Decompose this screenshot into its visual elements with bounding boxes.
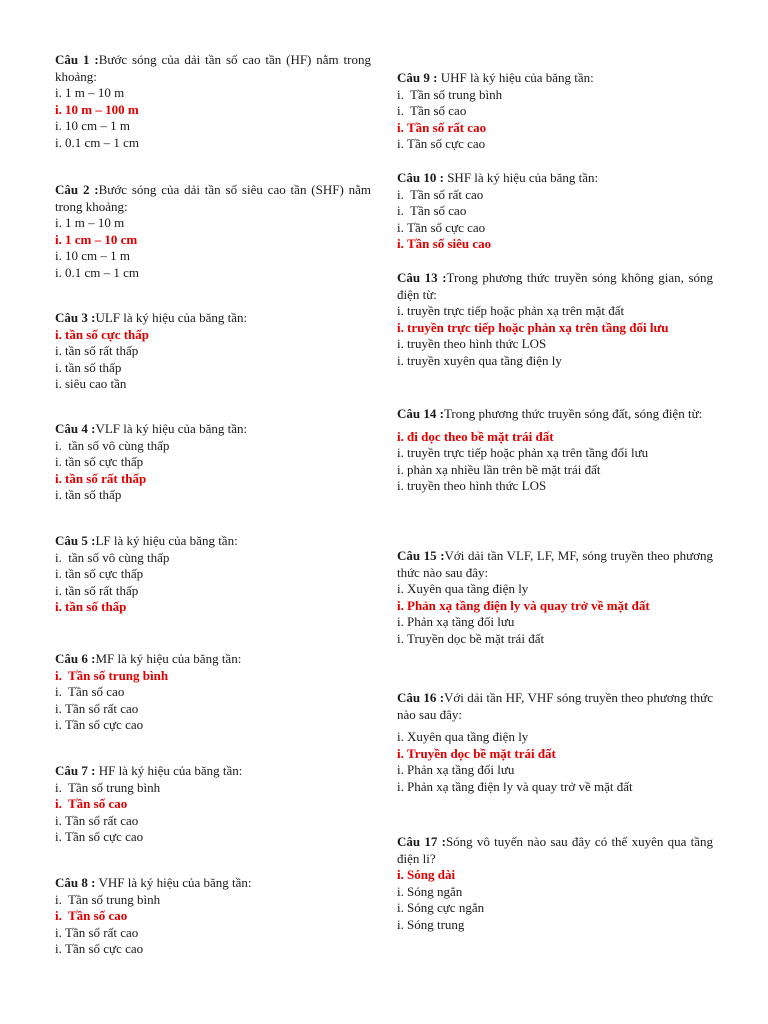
question-block bbox=[397, 70, 713, 153]
option-text: Tần số cao bbox=[65, 684, 125, 700]
option-marker: i. bbox=[397, 203, 404, 219]
answer-option-correct bbox=[397, 120, 713, 137]
option-text: truyền xuyên qua tầng điện ly bbox=[407, 352, 562, 368]
option-text: 0.1 cm – 1 cm bbox=[65, 264, 140, 280]
option-text: phản xạ nhiều lần trên bề mặt trái đất bbox=[407, 461, 601, 477]
option-text: truyền trực tiếp hoặc phản xạ trên tầng đối lưu bbox=[407, 319, 669, 335]
option-text: tần số rất thấp bbox=[65, 582, 139, 598]
option-text: Tần số cực cao bbox=[407, 136, 486, 152]
answer-option bbox=[397, 87, 713, 104]
answer-option bbox=[397, 303, 713, 320]
answer-option bbox=[397, 353, 713, 370]
option-marker: i. bbox=[397, 778, 404, 794]
question-number: Câu 17 : bbox=[397, 834, 446, 849]
option-text: 10 m – 100 m bbox=[65, 101, 139, 117]
question-number: Câu 2 : bbox=[55, 182, 99, 197]
option-marker: i. bbox=[397, 119, 404, 135]
option-text: đi dọc theo bề mặt trái đất bbox=[407, 428, 554, 444]
question-prompt: ULF là ký hiệu của băng tần: bbox=[95, 310, 248, 325]
question-text bbox=[397, 690, 713, 723]
option-text: truyền theo hình thức LOS bbox=[407, 336, 547, 352]
question-block bbox=[55, 310, 371, 393]
answer-option-correct bbox=[397, 236, 713, 253]
question-text bbox=[397, 270, 713, 303]
answer-option bbox=[397, 779, 713, 796]
option-text: Tần số trung bình bbox=[407, 86, 503, 102]
option-text: tần số cực thấp bbox=[65, 454, 144, 470]
answer-option-correct bbox=[55, 668, 371, 685]
option-marker: i. bbox=[397, 336, 404, 352]
question-block bbox=[397, 170, 713, 253]
option-marker: i. bbox=[397, 86, 404, 102]
option-text: Truyền dọc bề mặt trái đất bbox=[407, 745, 556, 761]
question-prompt: Trong phương thức truyền sóng không gian, sóng điện từ: bbox=[397, 270, 713, 302]
question-text bbox=[55, 763, 371, 780]
option-text: truyền theo hình thức LOS bbox=[407, 478, 547, 494]
answer-option-correct bbox=[397, 320, 713, 337]
option-text: Tần số rất cao bbox=[407, 119, 487, 135]
option-text: Tần số rất cao bbox=[65, 924, 139, 940]
option-marker: i. bbox=[397, 219, 404, 235]
option-marker: i. bbox=[397, 236, 404, 252]
option-marker: i. bbox=[55, 215, 62, 231]
answer-option bbox=[397, 917, 713, 934]
option-text: Tần số rất cao bbox=[65, 812, 139, 828]
answer-option bbox=[55, 583, 371, 600]
question-number: Câu 15 : bbox=[397, 548, 445, 563]
answer-option-correct bbox=[55, 102, 371, 119]
question-text bbox=[55, 651, 371, 668]
option-marker: i. bbox=[397, 186, 404, 202]
option-text: 1 m – 10 m bbox=[65, 215, 125, 231]
answer-option bbox=[397, 478, 713, 495]
option-marker: i. bbox=[55, 376, 62, 392]
question-prompt: MF là ký hiệu của băng tần: bbox=[95, 651, 242, 666]
answer-option-correct bbox=[397, 867, 713, 884]
option-text: Tần số cao bbox=[65, 796, 128, 812]
question-prompt: VLF là ký hiệu của băng tần: bbox=[95, 421, 248, 436]
answer-option-correct bbox=[55, 796, 371, 813]
question-text bbox=[55, 310, 371, 327]
option-text: Tần số trung bình bbox=[65, 891, 161, 907]
option-marker: i. bbox=[397, 745, 404, 761]
question-number: Câu 8 : bbox=[55, 875, 96, 890]
question-text bbox=[397, 70, 713, 87]
answer-option bbox=[55, 941, 371, 958]
option-text: Phản xạ tầng đối lưu bbox=[407, 614, 515, 630]
answer-option bbox=[55, 438, 371, 455]
answer-option bbox=[55, 248, 371, 265]
answer-option-correct bbox=[397, 598, 713, 615]
option-text: tần số rất thấp bbox=[65, 343, 139, 359]
option-marker: i. bbox=[397, 478, 404, 494]
question-block bbox=[55, 182, 371, 282]
option-text: siêu cao tần bbox=[65, 376, 127, 392]
answer-option bbox=[397, 631, 713, 648]
question-number: Câu 16 : bbox=[397, 690, 445, 705]
option-marker: i. bbox=[55, 134, 62, 150]
answer-option-correct bbox=[55, 471, 371, 488]
option-marker: i. bbox=[55, 101, 62, 117]
option-text: Tần số cao bbox=[407, 103, 467, 119]
option-marker: i. bbox=[55, 566, 62, 582]
option-text: Phản xạ tầng điện ly và quay trở về mặt đất bbox=[407, 597, 650, 613]
answer-option bbox=[55, 813, 371, 830]
question-number: Câu 4 : bbox=[55, 421, 96, 436]
answer-option bbox=[397, 445, 713, 462]
question-text bbox=[397, 170, 713, 187]
question-block bbox=[397, 270, 713, 370]
answer-option bbox=[397, 336, 713, 353]
question-number: Câu 5 : bbox=[55, 533, 96, 548]
option-text: Tần số trung bình bbox=[65, 779, 161, 795]
option-marker: i. bbox=[397, 916, 404, 932]
answer-option-correct bbox=[55, 327, 371, 344]
option-marker: i. bbox=[55, 85, 62, 101]
question-block bbox=[397, 834, 713, 934]
option-text: tần số thấp bbox=[65, 599, 127, 615]
option-marker: i. bbox=[397, 729, 404, 745]
question-prompt: VHF là ký hiệu của băng tần: bbox=[95, 875, 252, 890]
answer-option bbox=[55, 717, 371, 734]
option-text: truyền trực tiếp hoặc phản xạ trên tầng đối lưu bbox=[407, 445, 649, 461]
option-marker: i. bbox=[55, 231, 62, 247]
question-number: Câu 13 : bbox=[397, 270, 447, 285]
question-text bbox=[55, 52, 371, 85]
option-marker: i. bbox=[55, 924, 62, 940]
option-text: 10 cm – 1 m bbox=[65, 248, 130, 264]
answer-option bbox=[397, 614, 713, 631]
answer-option bbox=[55, 360, 371, 377]
option-marker: i. bbox=[55, 470, 62, 486]
question-number: Câu 3 : bbox=[55, 310, 96, 325]
question-text bbox=[55, 875, 371, 892]
option-text: Sóng cực ngắn bbox=[407, 900, 485, 916]
question-number: Câu 6 : bbox=[55, 651, 96, 666]
option-marker: i. bbox=[55, 667, 62, 683]
option-text: 0.1 cm – 1 cm bbox=[65, 134, 140, 150]
option-marker: i. bbox=[397, 103, 404, 119]
answer-option-correct bbox=[55, 232, 371, 249]
option-text: 10 cm – 1 m bbox=[65, 118, 130, 134]
answer-option bbox=[397, 220, 713, 237]
answer-option-correct bbox=[397, 746, 713, 763]
option-text: Tần số rất cao bbox=[65, 700, 139, 716]
answer-option bbox=[55, 215, 371, 232]
question-prompt: Với dải tần VLF, LF, MF, sóng truyền theo phương thức nào sau đây: bbox=[397, 548, 713, 580]
option-text: tần số cực thấp bbox=[65, 326, 149, 342]
option-text: tần số thấp bbox=[65, 487, 122, 503]
option-text: tần số vô cùng thấp bbox=[65, 437, 170, 453]
option-marker: i. bbox=[55, 264, 62, 280]
option-text: tần số cực thấp bbox=[65, 566, 144, 582]
question-text bbox=[397, 834, 713, 867]
option-marker: i. bbox=[55, 891, 62, 907]
question-prompt: Bước sóng của dải tần số cao tần (HF) nằm trong khoảng: bbox=[55, 52, 371, 84]
option-marker: i. bbox=[397, 303, 404, 319]
option-text: 1 cm – 10 cm bbox=[65, 231, 138, 247]
option-marker: i. bbox=[55, 118, 62, 134]
answer-option bbox=[55, 829, 371, 846]
question-number: Câu 14 : bbox=[397, 406, 444, 421]
option-marker: i. bbox=[397, 461, 404, 477]
option-marker: i. bbox=[55, 941, 62, 957]
answer-option bbox=[55, 376, 371, 393]
answer-option bbox=[397, 203, 713, 220]
answer-option bbox=[397, 900, 713, 917]
answer-option-correct bbox=[55, 908, 371, 925]
answer-option bbox=[55, 566, 371, 583]
option-text: tần số thấp bbox=[65, 359, 122, 375]
answer-option bbox=[397, 103, 713, 120]
question-prompt: Sóng vô tuyến nào sau đây có thể xuyên qua tầng điện li? bbox=[397, 834, 713, 866]
option-marker: i. bbox=[397, 867, 404, 883]
option-text: Tần số siêu cao bbox=[407, 236, 492, 252]
option-marker: i. bbox=[55, 343, 62, 359]
answer-option-correct bbox=[55, 599, 371, 616]
answer-option bbox=[55, 684, 371, 701]
question-block bbox=[55, 52, 371, 152]
option-marker: i. bbox=[55, 796, 62, 812]
option-marker: i. bbox=[397, 319, 404, 335]
answer-option-correct bbox=[397, 429, 713, 446]
option-marker: i. bbox=[397, 614, 404, 630]
question-prompt: HF là ký hiệu của băng tần: bbox=[95, 763, 243, 778]
option-marker: i. bbox=[55, 454, 62, 470]
question-block bbox=[397, 406, 713, 495]
option-text: Sóng trung bbox=[407, 916, 465, 932]
option-marker: i. bbox=[55, 700, 62, 716]
option-text: 1 m – 10 m bbox=[65, 85, 125, 101]
option-text: Xuyên qua tầng điện ly bbox=[407, 581, 529, 597]
option-marker: i. bbox=[55, 326, 62, 342]
option-marker: i. bbox=[55, 248, 62, 264]
answer-option bbox=[397, 729, 713, 746]
question-text bbox=[55, 421, 371, 438]
option-text: Tần số cực cao bbox=[407, 219, 486, 235]
answer-option bbox=[55, 343, 371, 360]
answer-option bbox=[55, 135, 371, 152]
question-number: Câu 9 : bbox=[397, 70, 438, 85]
answer-option bbox=[55, 892, 371, 909]
answer-option bbox=[55, 454, 371, 471]
option-marker: i. bbox=[55, 812, 62, 828]
option-marker: i. bbox=[55, 684, 62, 700]
answer-option bbox=[55, 118, 371, 135]
question-prompt: LF là ký hiệu của băng tần: bbox=[95, 533, 238, 548]
option-marker: i. bbox=[397, 900, 404, 916]
option-text: Tần số cao bbox=[407, 203, 467, 219]
option-marker: i. bbox=[55, 908, 62, 924]
option-text: tần số rất thấp bbox=[65, 470, 147, 486]
answer-option bbox=[397, 762, 713, 779]
answer-option bbox=[55, 780, 371, 797]
option-text: tần số vô cùng thấp bbox=[65, 549, 170, 565]
option-text: Phản xạ tầng điện ly và quay trở về mặt đất bbox=[407, 778, 633, 794]
answer-option bbox=[397, 136, 713, 153]
question-prompt: Với dải tần HF, VHF sóng truyền theo phương thức nào sau đây: bbox=[397, 690, 713, 722]
option-text: Tần số cực cao bbox=[65, 941, 144, 957]
question-text bbox=[397, 406, 713, 423]
option-text: Tần số rất cao bbox=[407, 186, 484, 202]
question-prompt: UHF là ký hiệu của băng tần: bbox=[437, 70, 594, 85]
option-marker: i. bbox=[55, 359, 62, 375]
question-prompt: SHF là ký hiệu của băng tần: bbox=[443, 170, 599, 185]
option-marker: i. bbox=[55, 779, 62, 795]
option-text: Phản xạ tầng đối lưu bbox=[407, 762, 515, 778]
answer-option bbox=[55, 550, 371, 567]
answer-option bbox=[397, 462, 713, 479]
option-text: Xuyên qua tầng điện ly bbox=[407, 729, 529, 745]
option-text: truyền trực tiếp hoặc phản xạ trên mặt đất bbox=[407, 303, 625, 319]
question-block bbox=[397, 548, 713, 648]
option-marker: i. bbox=[397, 136, 404, 152]
option-marker: i. bbox=[397, 581, 404, 597]
option-marker: i. bbox=[397, 597, 404, 613]
question-number: Câu 1 : bbox=[55, 52, 99, 67]
option-marker: i. bbox=[55, 487, 62, 503]
option-marker: i. bbox=[55, 829, 62, 845]
question-prompt: Trong phương thức truyền sóng đất, sóng điện từ: bbox=[443, 406, 703, 421]
option-text: Truyền dọc bề mặt trái đất bbox=[407, 630, 545, 646]
option-marker: i. bbox=[55, 717, 62, 733]
option-marker: i. bbox=[397, 445, 404, 461]
answer-option bbox=[55, 265, 371, 282]
option-marker: i. bbox=[397, 428, 404, 444]
option-marker: i. bbox=[55, 549, 62, 565]
question-text bbox=[55, 533, 371, 550]
option-text: Sóng ngắn bbox=[407, 883, 463, 899]
answer-option bbox=[55, 701, 371, 718]
option-text: Tần số cao bbox=[65, 908, 128, 924]
option-marker: i. bbox=[397, 630, 404, 646]
option-text: Sóng dài bbox=[407, 867, 456, 883]
question-number: Câu 10 : bbox=[397, 170, 444, 185]
question-prompt: Bước sóng của dải tần số siêu cao tần (SHF) nằm trong khoảng: bbox=[55, 182, 371, 214]
question-block bbox=[55, 533, 371, 616]
option-text: Tần số trung bình bbox=[65, 667, 169, 683]
option-marker: i. bbox=[55, 582, 62, 598]
option-marker: i. bbox=[397, 762, 404, 778]
answer-option bbox=[397, 581, 713, 598]
option-marker: i. bbox=[55, 437, 62, 453]
question-block bbox=[397, 690, 713, 796]
question-text bbox=[55, 182, 371, 215]
answer-option bbox=[55, 925, 371, 942]
option-text: Tần số cực cao bbox=[65, 717, 144, 733]
question-number: Câu 7 : bbox=[55, 763, 96, 778]
answer-option bbox=[55, 487, 371, 504]
question-block bbox=[55, 875, 371, 958]
option-marker: i. bbox=[397, 883, 404, 899]
option-marker: i. bbox=[397, 352, 404, 368]
option-text: Tần số cực cao bbox=[65, 829, 144, 845]
question-text bbox=[397, 548, 713, 581]
answer-option bbox=[397, 187, 713, 204]
question-block bbox=[55, 763, 371, 846]
question-block bbox=[55, 421, 371, 504]
answer-option bbox=[55, 85, 371, 102]
question-block bbox=[55, 651, 371, 734]
answer-option bbox=[397, 884, 713, 901]
option-marker: i. bbox=[55, 599, 62, 615]
